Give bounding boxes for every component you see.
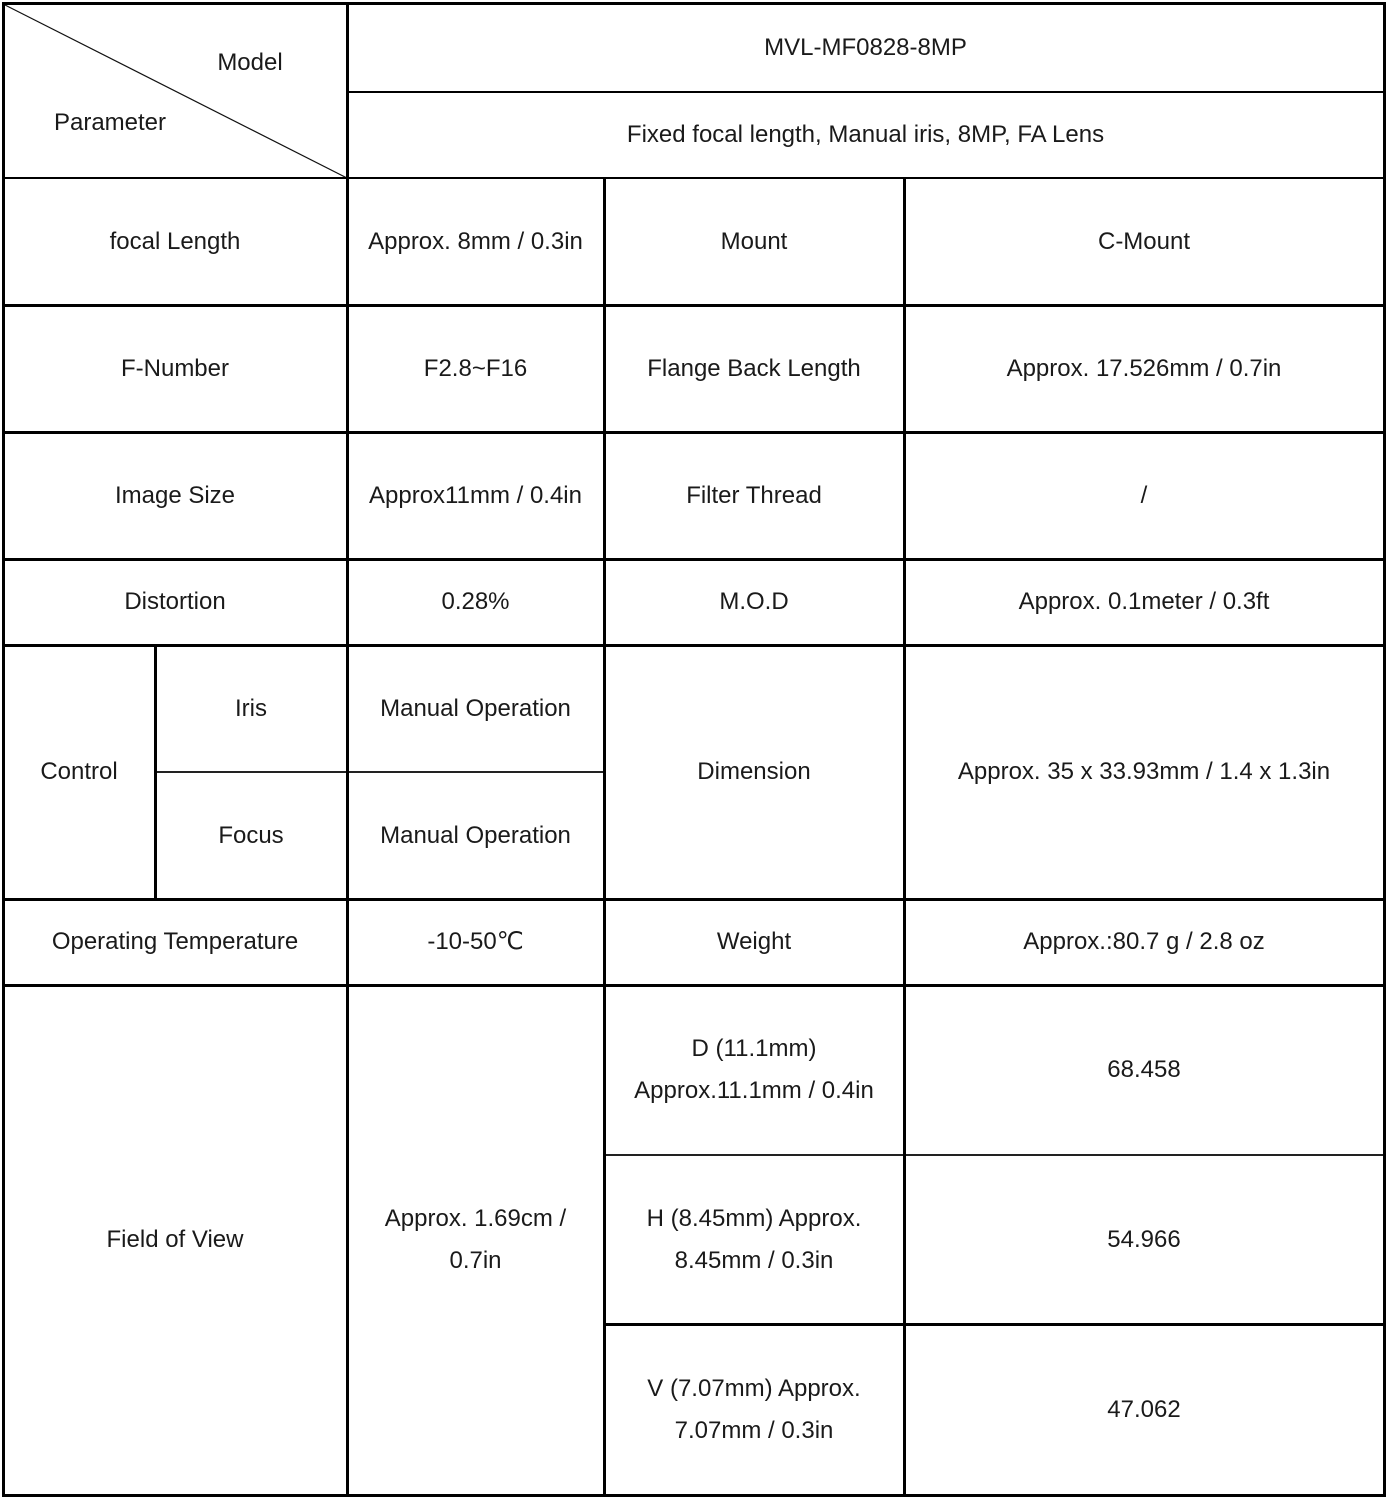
grid-line [1383, 2, 1386, 1497]
model-description: Fixed focal length, Manual iris, 8MP, FA Lens [626, 121, 1105, 148]
value-iris: Manual Operation [380, 694, 571, 722]
grid-line [3, 558, 1385, 561]
grid-line [603, 178, 606, 1497]
grid-line [3, 431, 1385, 434]
label-weight: Weight [716, 928, 792, 955]
grid-line [3, 304, 1385, 307]
label-field-of-view: Field of View [106, 1226, 244, 1253]
value-f-number: F2.8~F16 [423, 354, 528, 382]
grid-line [3, 177, 1385, 179]
fov-h-line1: H (8.45mm) Approx. [646, 1204, 862, 1232]
corner-parameter-label: Parameter [53, 109, 167, 136]
grid-line [604, 1154, 1385, 1156]
grid-line [2, 2, 5, 1497]
grid-line [3, 2, 1385, 5]
label-filter-thread: Filter Thread [686, 481, 822, 509]
value-filter-thread: / [1140, 481, 1148, 509]
corner-model-label: Model [217, 49, 283, 76]
value-flange-back: Approx. 17.526mm / 0.7in [1006, 354, 1282, 382]
label-focus: Focus [218, 821, 284, 849]
fov-value-line1: Approx. 1.69cm / [384, 1205, 567, 1232]
fov-v-line1: V (7.07mm) Approx. [647, 1374, 861, 1402]
grid-line [604, 1323, 1385, 1326]
fov-d-line2: Approx.11.1mm / 0.4in [634, 1077, 874, 1104]
label-image-size: Image Size [114, 481, 236, 509]
label-dimension: Dimension [697, 758, 811, 785]
value-field-of-view [347, 985, 604, 1495]
value-mod: Approx. 0.1meter / 0.3ft [1018, 588, 1270, 615]
label-fov-v [604, 1324, 904, 1495]
grid-line [903, 178, 906, 1497]
grid-line [3, 644, 1385, 647]
value-mount: C-Mount [1097, 227, 1191, 255]
corner-diagonal [3, 3, 347, 178]
value-fov-d: 68.458 [1107, 1056, 1181, 1083]
grid-line [347, 91, 1385, 93]
fov-h-line2: 8.45mm / 0.3in [674, 1246, 834, 1274]
value-weight: Approx.:80.7 g / 2.8 oz [1023, 928, 1265, 955]
value-distortion: 0.28% [441, 588, 510, 615]
fov-v-line2: 7.07mm / 0.3in [674, 1416, 834, 1444]
label-flange-back: Flange Back Length [647, 354, 861, 382]
grid-line [3, 984, 1385, 987]
fov-d-line1: D (11.1mm) [691, 1035, 817, 1062]
value-dimension: Approx. 35 x 33.93mm / 1.4 x 1.3in [957, 758, 1331, 785]
grid-line [154, 645, 157, 899]
value-image-size: Approx11mm / 0.4in [369, 481, 582, 509]
label-iris: Iris [235, 694, 267, 722]
label-focal-length: focal Length [109, 227, 241, 255]
label-control: Control [40, 758, 118, 785]
value-focus: Manual Operation [380, 821, 571, 849]
model-name: MVL-MF0828-8MP [764, 33, 967, 61]
label-f-number: F-Number [120, 354, 229, 382]
label-mod: M.O.D [719, 588, 789, 615]
value-operating-temperature: -10-50℃ [427, 928, 524, 955]
value-fov-h: 54.966 [1107, 1225, 1181, 1253]
grid-line [155, 771, 604, 773]
label-mount: Mount [720, 227, 788, 255]
fov-value-line2: 0.7in [449, 1247, 502, 1274]
grid-line [3, 1494, 1385, 1497]
label-fov-d [604, 985, 904, 1155]
grid-line [346, 2, 349, 1497]
value-fov-v: 47.062 [1107, 1395, 1181, 1423]
label-operating-temperature: Operating Temperature [51, 928, 299, 955]
grid-line [3, 898, 1385, 901]
label-fov-h [604, 1155, 904, 1324]
label-distortion: Distortion [124, 588, 226, 615]
value-focal-length: Approx. 8mm / 0.3in [368, 227, 583, 255]
